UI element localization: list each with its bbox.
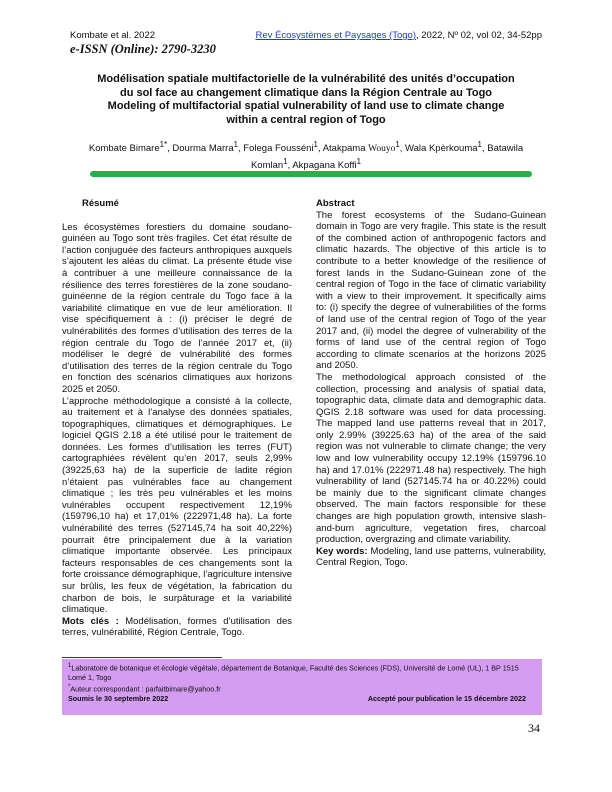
abstract-paragraph-2: The methodological approach consisted of the collection, processing and analysis of spatial data, topographic data, climate data and demographic data. QGIS 2.18 software was used for data processing. The mapped land use patterns reveal that in 2017, only 2.99% (39225.63 ha) of the area of the said region was not vulnerable to climate change; the very low and low vulnerability occupy 12.19% (159796.10 ha) and 17.01% (222971.48 ha) respectively. The high vulnerability of land (527145.74 ha or 40.22%) could be mainly due to the significant climate changes observed. The main factors responsible for these changes are high population growth, intensive slash-and-burn agriculture, vegetation fires, charcoal production, overgrazing and climate variability. [316,371,546,546]
author-name: , Wala Kpèrkouma [399,143,478,155]
dates-row [68,694,536,704]
author-name: , Folega Fousséni [238,143,314,155]
resume-keywords [62,616,292,639]
submitted-date: Soumis le 30 septembre 2022 [68,693,169,703]
title-divider-bar [90,171,532,177]
running-header-journal [255,30,542,41]
abstract-heading: Abstract [316,198,355,209]
keywords-text: Modélisation, formes d’utilisation des terres, vulnérabilité, Région Centrale, Togo. [62,615,292,639]
abstract-column [316,198,546,569]
page-number: 34 [528,721,540,735]
corresponding-note [68,683,536,694]
abstract-paragraph-1: The forest ecosystems of the Sudano-Guinean domain in Togo are very fragile. This state is the result of the combined action of anthropogenic factors and climatic hazards. The objective of this article is to contribute to a better knowledge of the resilience of forest lands in the Sudano-Guinean zone of the central region of Togo in the face of climatic variability with a view to their improvement. It specifically aims to: (i) specify the degree of vulnerabilities of the forms of land use of the central region of Togo of the year 2017 and, (ii) model the degree of vulnerability of the forms of land use of the central region of Togo according to climate scenarios at the horizons 2025 and 2050. [316,209,546,372]
article-title [70,73,542,127]
author-sup: 1 [356,156,362,166]
author-name: Wouyo [368,144,396,155]
author-name: , Akpagana Koffi [287,159,357,171]
affiliation-text: Laboratoire de botanique et écologie végétale, département de Botanique, Faculté des Sciences (FDS), Université de Lomé (UL), 1 BP 1515 Lomé 1, Togo [68,663,519,682]
author-name: , Atakpama [317,143,369,155]
footnote-sup: 1 [68,663,72,669]
author-sup: 1 [283,156,288,166]
footnote-box [62,659,542,715]
author-name: Komlan [250,159,284,171]
author-sup: 1* [159,140,168,149]
abstract-keywords [316,546,546,569]
journal-link[interactable]: Rev Écosystèmes et Paysages (Togo) [255,30,416,41]
title-en-line2: within a central region of Togo [226,113,386,126]
resume-paragraph-2: L’approche méthodologique a consisté à la collecte, au traitement et à l’analyse des données spatiales, topographiques, climatiques et démographiques. Le logiciel QGIS 2.18 a été utilisé pour le traitement de données. Les formes d’utilisation les terres (FUT) cartographiées révèlent qu’en 2017, seuls 2,99% (39225,63 ha) de la superficie de ladite région n’étaient pas vulnérables face au changement climatique ; les très peu vulnérables et les moins vulnérables occupent respectivement 12,19% (159796,10 ha) et 17,01% (222971,48 ha). La forte vulnérabilité des terres (527145,74 ha soit 40,22%) pourrait être principalement due à la variation climatique importante observée. Les principaux facteurs responsables de ces changements sont la forte croissance démographique, l’agriculture intensive sur brûlis, les feux de végétation, la fabrication du charbon de bois, le surpâturage et la variabilité climatique. [62,395,292,616]
author-name: Kombate Bimare [88,143,160,155]
author-list [70,139,542,172]
footnote-rule [62,657,222,658]
resume-heading: Résumé [82,198,119,209]
keywords-text: Modeling, land use patterns, vulnerability, Central Region, Togo. [316,545,546,569]
running-header-author: Kombate et al. 2022 [70,30,156,41]
author-sup: 1 [395,140,400,149]
author-line-1 [70,139,542,156]
author-name: , Dourma Marra [167,143,234,155]
resume-column [62,198,292,639]
affiliation-note [68,662,536,683]
issn: e-ISSN (Online): 2790-3230 [70,42,216,56]
title-fr-line2: du sol face au changement climatique dans la Région Centrale au Togo [119,86,493,99]
author-sup: 1 [313,140,318,149]
accepted-date: Accepté pour publication le 15 décembre 2022 [367,693,526,703]
author-name: , Batawila [481,143,524,155]
title-en-line1: Modeling of multifactorial spatial vulnerability of land use to climate change [107,100,505,112]
footnote-sup: * [68,683,71,690]
keywords-label: Key words: [316,545,368,557]
title-fr-line1: Modélisation spatiale multifactorielle de la vulnérabilité des unités d’occupation [97,73,515,85]
author-sup: 1 [477,140,482,149]
resume-paragraph-1: Les écosystèmes forestiers du domaine soudano-guinéen au Togo sont très fragiles. Cet état résulte de l’action conjuguée des facteurs anthropiques auxquels s’ajoutent les aléas du climat. La présente étude vise à contribuer à une meilleure connaissance de la résilience des terres forestières de la zone soudano-guinéenne de la région centrale du Togo face à la variabilité climatique en vue de leur amélioration. Il vise spécifiquement à : (i) préciser le degré de vulnérabilités des formes d’utilisation des terres de la région centrale du Togo de l’année 2017 et, (ii) modéliser le degré de vulnérabilité des formes d’utilisation des terres de la région centrale du Togo en fonction des scénarios climatiques aux horizons 2025 et 2050. [62,221,292,395]
journal-issue: , 2022, Nº 02, vol 02, 34-52pp [415,30,542,41]
author-line-2 [70,156,542,173]
corresponding-text: Auteur correspondant : parfaitbimare@yahoo.fr [70,683,221,693]
keywords-label: Mots clés : [62,615,119,627]
author-sup: 1 [233,140,239,149]
